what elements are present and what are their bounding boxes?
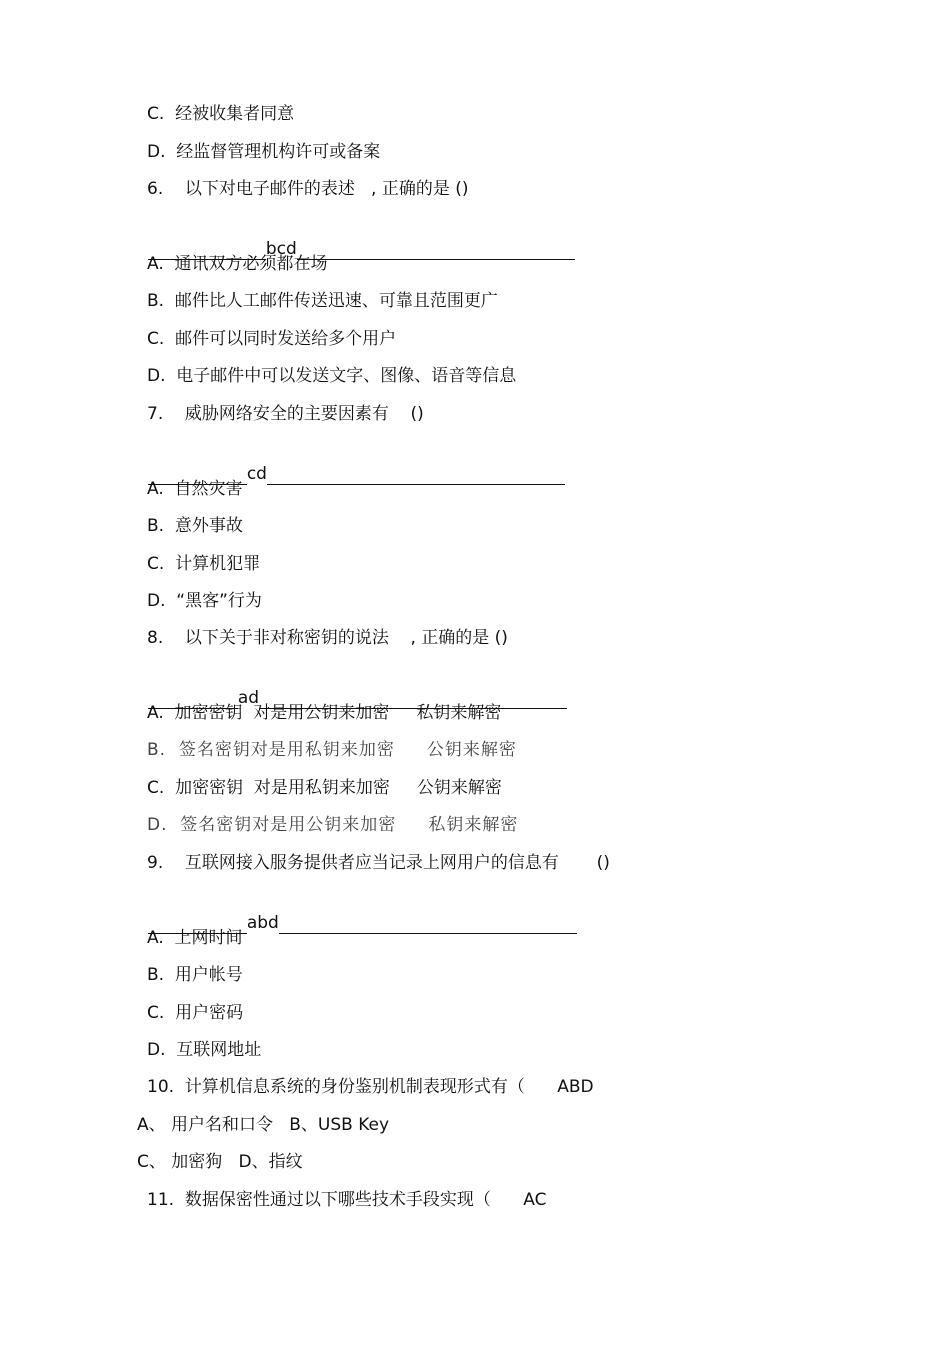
option-7a: A. 自然灾害 bbox=[147, 479, 243, 499]
question-8: 8. 以下关于非对称密钥的说法 , 正确的是 () bbox=[147, 628, 508, 648]
option-8a: A. 加密密钥 对是用公钥来加密 私钥来解密 bbox=[147, 703, 502, 723]
question-6: 6. 以下对电子邮件的表述 , 正确的是 () bbox=[147, 179, 469, 199]
option-9b: B. 用户帐号 bbox=[147, 965, 243, 985]
option-c: C. 经被收集者同意 bbox=[147, 104, 295, 124]
option-8d: D. 签名密钥对是用公钥来加密 私钥来解密 bbox=[147, 815, 519, 835]
question-10: 10. 计算机信息系统的身份鉴别机制表现形式有（ ABD bbox=[147, 1077, 594, 1097]
answer-8-text: ad bbox=[237, 688, 260, 708]
option-d: D. 经监督管理机构许可或备案 bbox=[147, 142, 381, 162]
option-7b: B. 意外事故 bbox=[147, 516, 243, 536]
answer-6-text: bcd bbox=[265, 239, 297, 259]
question-9: 9. 互联网接入服务提供者应当记录上网用户的信息有 () bbox=[147, 853, 610, 873]
answer-9-text: abd bbox=[246, 913, 279, 933]
option-9a: A. 上网时间 bbox=[147, 928, 243, 948]
option-6a: A. 通讯双方必须都在场 bbox=[147, 254, 328, 274]
option-8c: C. 加密密钥 对是用私钥来加密 公钥来解密 bbox=[147, 778, 502, 798]
answer-7-text: cd bbox=[246, 464, 267, 484]
option-6d: D. 电子邮件中可以发送文字、图像、语音等信息 bbox=[147, 366, 517, 386]
option-8b: B. 签名密钥对是用私钥来加密 公钥来解密 bbox=[147, 740, 517, 760]
question-7: 7. 威胁网络安全的主要因素有 () bbox=[147, 404, 424, 424]
question-11: 11. 数据保密性通过以下哪些技术手段实现（ AC bbox=[147, 1190, 547, 1210]
option-9c: C. 用户密码 bbox=[147, 1003, 244, 1023]
option-6b: B. 邮件比人工邮件传送迅速、可靠且范围更广 bbox=[147, 291, 498, 311]
options-10-ab: A、 用户名和口令 B、USB Key bbox=[137, 1115, 390, 1135]
option-9d: D. 互联网地址 bbox=[147, 1040, 262, 1060]
options-10-cd: C、 加密狗 D、指纹 bbox=[137, 1152, 303, 1172]
option-6c: C. 邮件可以同时发送给多个用户 bbox=[147, 329, 397, 349]
option-7c: C. 计算机犯罪 bbox=[147, 554, 261, 574]
option-7d: D. “黑客”行为 bbox=[147, 591, 262, 611]
